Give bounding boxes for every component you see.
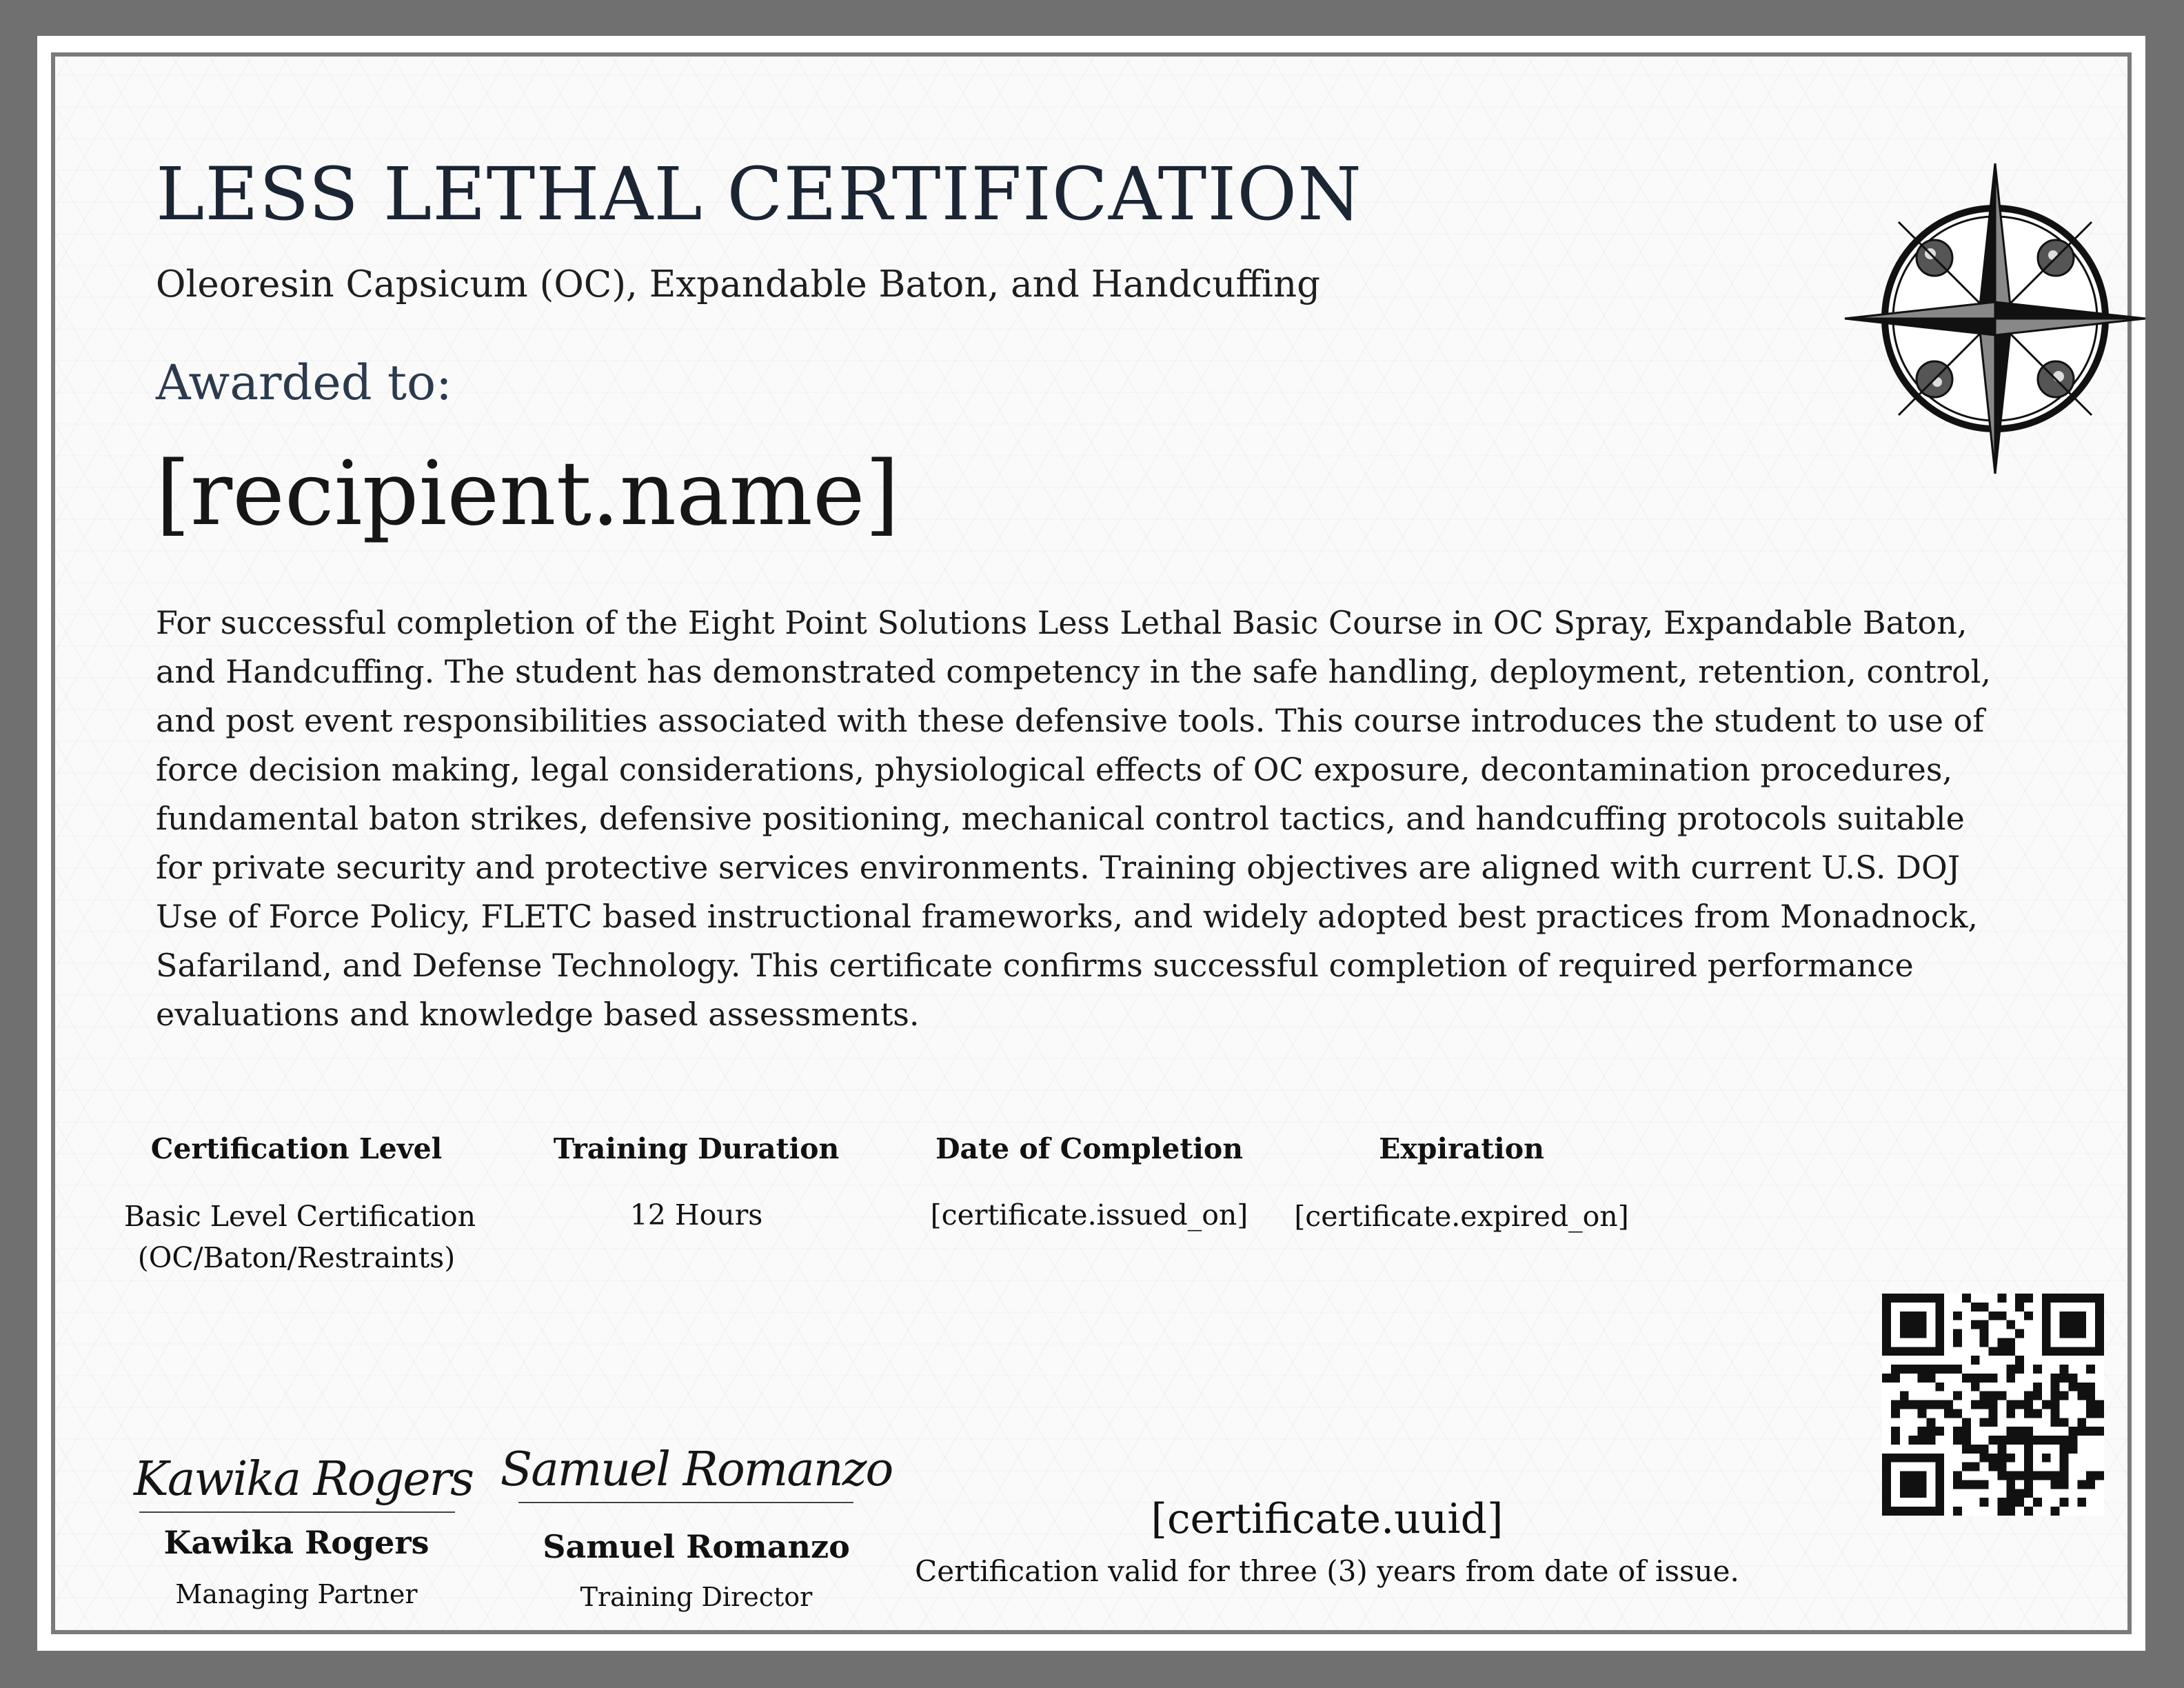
recipient-name: [recipient.name]: [156, 443, 900, 545]
qr-code-icon: [1882, 1294, 2104, 1516]
validity-note: Certification valid for three (3) years from date of issue.: [915, 1554, 1739, 1588]
certificate-border: [51, 52, 2132, 1634]
certificate-subtitle: Oleoresin Capsicum (OC), Expandable Baton, and Handcuffing: [156, 263, 1321, 305]
certificate-description: For successful completion of the Eight Point Solutions Less Lethal Basic Course in OC Spray, Expandable Baton, and Handcuffing. The student has demonstrated competency in the safe handling, deployment, retention, control, and post event responsibilities associated with these defensive tools. This course introduces the student to use of force decision making, legal considerations, physiological effects of OC exposure, decontamination procedures, fundamental baton strikes, defensive positioning, mechanical control tactics, and handcuffing protocols suitable for private security and protective services environments. Training objectives are aligned with current U.S. DOJ Use of Force Policy, FLETC based instructional frameworks, and widely adopted best practices from Monadnock, Safariland, and Defense Technology. This certificate confirms successful completion of required performance evaluations and knowledge based assessments.: [156, 604, 1992, 1033]
certificate-uuid: [certificate.uuid]: [1151, 1495, 1504, 1543]
signatory-name: Kawika Rogers: [163, 1524, 429, 1561]
signature-kawika-rogers: Kawika Rogers: [134, 1452, 473, 1507]
awarded-to-label: Awarded to:: [156, 354, 452, 411]
certification-level-label: Certification Level: [150, 1132, 443, 1165]
training-duration-value: 12 Hours: [629, 1198, 763, 1232]
signature-samuel-romanzo: Samuel Romanzo: [500, 1443, 893, 1497]
expiration-label: Expiration: [1379, 1132, 1544, 1165]
completion-date-label: Date of Completion: [935, 1132, 1244, 1165]
completion-date-value: [certificate.issued_on]: [930, 1198, 1248, 1232]
training-duration-label: Training Duration: [553, 1132, 840, 1165]
certification-level-value-line2: (OC/Baton/Restraints): [137, 1241, 456, 1274]
signatory-role: Training Director: [580, 1582, 813, 1612]
certificate-sheet: [37, 36, 2145, 1651]
signatory-name: Samuel Romanzo: [543, 1528, 850, 1565]
compass-rose-icon: [1843, 160, 2147, 477]
certification-level-value: Basic Level Certification: [124, 1200, 476, 1233]
expiration-value: [certificate.expired_on]: [1294, 1200, 1629, 1233]
signatory-role: Managing Partner: [175, 1579, 418, 1609]
certificate-title: LESS LETHAL CERTIFICATION: [156, 152, 1362, 237]
